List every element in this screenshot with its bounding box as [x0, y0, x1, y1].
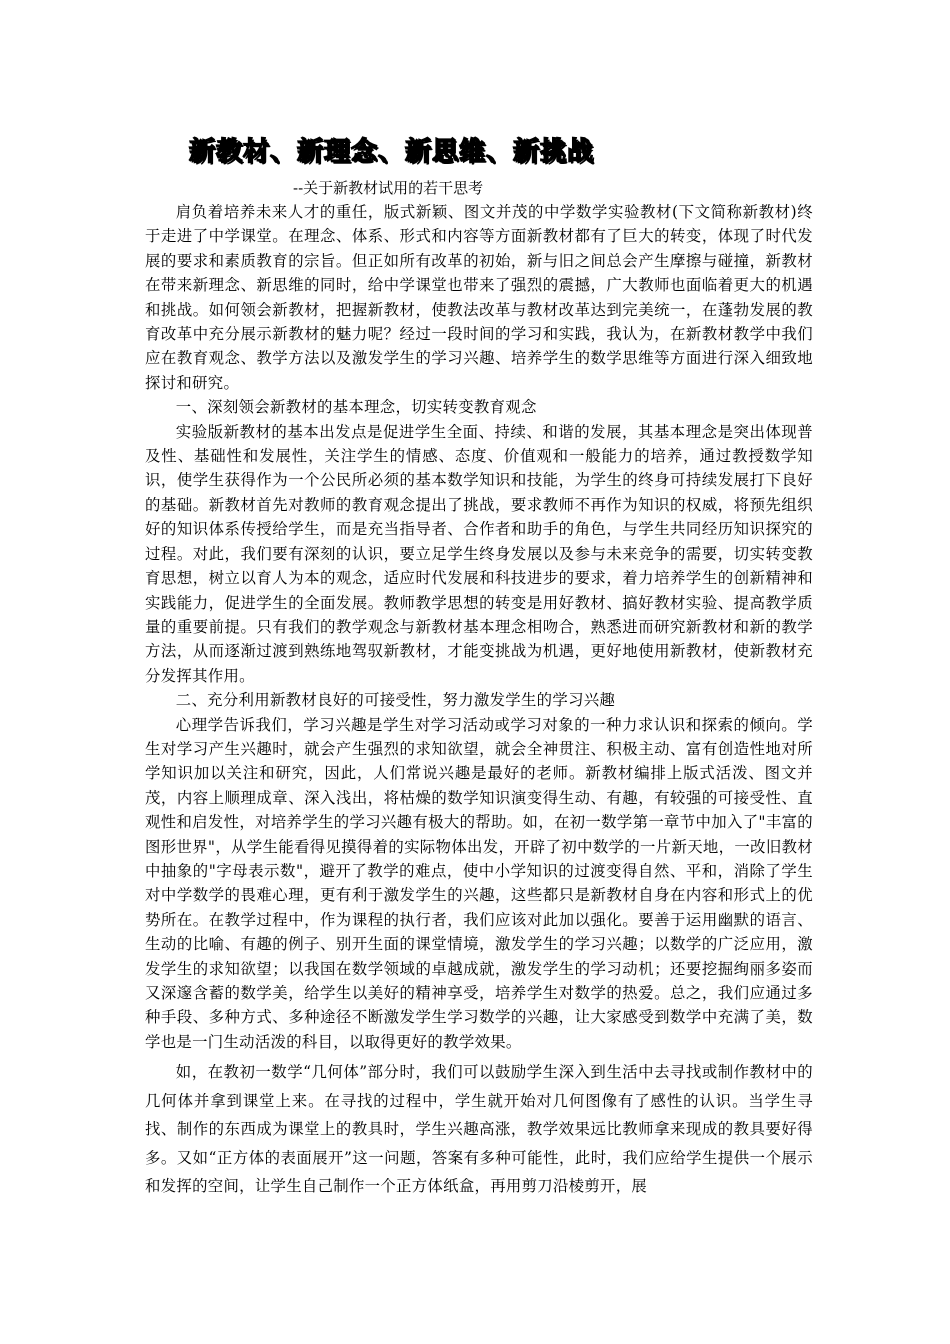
section2-heading: 二、充分利用新教材良好的可接受性，努力激发学生的学习兴趣 — [175, 691, 616, 710]
section2-paragraph: 心理学告诉我们，学习兴趣是学生对学习活动或学习对象的一种力求认识和探索的倾向。学生对学习产生兴趣时，就会产生强烈的求知欲望，就会全神贯注、积极主动、富有创造性地对所学知识加以关注和研究，因此，人们常说兴趣是最好的老师。新教材编排上版式活泼、图文并茂，内容上顺理成章、深入浅出，将枯燥的数学知识演变得生动、有趣，有较强的可接受性、直观性和启发性，对培养学生的学习兴趣有极大的帮助。如，在初一数学第一章节中加入了"丰富的图形世界"，从学生能看得见摸得着的实际物体出发，开辟了初中数学的一片新天地，一改旧教材中抽象的"字母表示数"，避开了教学的难点，使中小学知识的过渡变得自然、平和，消除了学生对中学数学的畏难心理，更有利于激发学生的兴趣，这些都只是新教材自身在内容和形式上的优势所在。在教学过程中，作为课程的执行者，我们应该对此加以强化。要善于运用幽默的语言、生动的比喻、有趣的例子、别开生面的课堂情境，激发学生的学习兴趣；以数学的广泛应用，激发学生的求知欲望；以我国在数学领域的卓越成就，激发学生的学习动机；还要挖掘绚丽多姿而又深邃含蓄的数学美，给学生以美好的精神享受，培养学生对数学的热爱。总之，我们应通过多种手段、多种方式、多种途径不断激发学生学习数学的兴趣，让大家感受到数学中充满了美，数学也是一门生动活泼的科目，以取得更好的教学效果。 — [145, 715, 813, 1051]
section1-paragraph: 实验版新教材的基本出发点是促进学生全面、持续、和谐的发展，其基本理念是突出体现普及性、基础性和发展性，关注学生的情感、态度、价值观和一般能力的培养，通过教授数学知识，使学生获得作为一个公民所必须的基本数学知识和技能，为学生的终身可持续发展打下良好的基础。新教材首先对教师的教育观念提出了挑战，要求教师不再作为知识的权威，将预先组织好的知识体系传授给学生，而是充当指导者、合作者和助手的角色，与学生共同经历知识探究的过程。对此，我们要有深刻的认识，要立足学生终身发展以及参与未来竞争的需要，切实转变教育思想，树立以育人为本的观念，适应时代发展和科技进步的要求，着力培养学生的创新精神和实践能力，促进学生的全面发展。教师教学思想的转变是用好教材、搞好教材实验、提高教学质量的重要前提。只有我们的教学观念与新教材基本理念相吻合，熟悉进而研究新教材和新的教学方法，从而逐渐过渡到熟练地驾驭新教材，才能变挑战为机遇，更好地使用新教材，使新教材充分发挥其作用。 — [145, 422, 813, 685]
section1-heading: 一、深刻领会新教材的基本理念，切实转变教育观念 — [175, 398, 537, 417]
intro-paragraph: 肩负着培养未来人才的重任，版式新颖、图文并茂的中学数学实验教材(下文简称新教材)终于走进了中学课堂。在理念、体系、形式和内容等方面新教材都有了巨大的转变，体现了时代发展的要求和素质教育的宗旨。但正如所有改革的初始，新与旧之间总会产生摩擦与碰撞，新教材在带来新理念、新思维的同时，给中学课堂也带来了强烈的震撼，广大教师也面临着更大的机遇和挑战。如何领会新教材，把握新教材，使教法改革与教材改革达到完美统一，在蓬勃发展的教育改革中充分展示新教材的魅力呢？经过一段时间的学习和实践，我认为，在新教材教学中我们应在教育观念、教学方法以及激发学生的学习兴趣、培养学生的数学思维等方面进行深入细致地探讨和研究。 — [145, 203, 813, 392]
document-title: 新教材、新理念、新思维、新挑战 — [189, 137, 595, 167]
document-page — [145, 128, 813, 1201]
document-subtitle: --关于新教材试用的若干思考 — [293, 179, 484, 197]
section2-example-paragraph: 如，在教初一数学“几何体”部分时，我们可以鼓励学生深入到生活中去寻找或制作教材中的几何体并拿到课堂上来。在寻找的过程中，学生就开始对几何图像有了感性的认识。当学生寻找、制作的东西成为课堂上的教具时，学生兴趣高涨，教学效果远比教师拿来现成的教具要好得多。又如“正方体的表面展开”这一问题，答案有多种可能性，此时，我们应给学生提供一个展示和发挥的空间，让学生自己制作一个正方体纸盒，再用剪刀沿棱剪开，展 — [145, 1063, 813, 1196]
